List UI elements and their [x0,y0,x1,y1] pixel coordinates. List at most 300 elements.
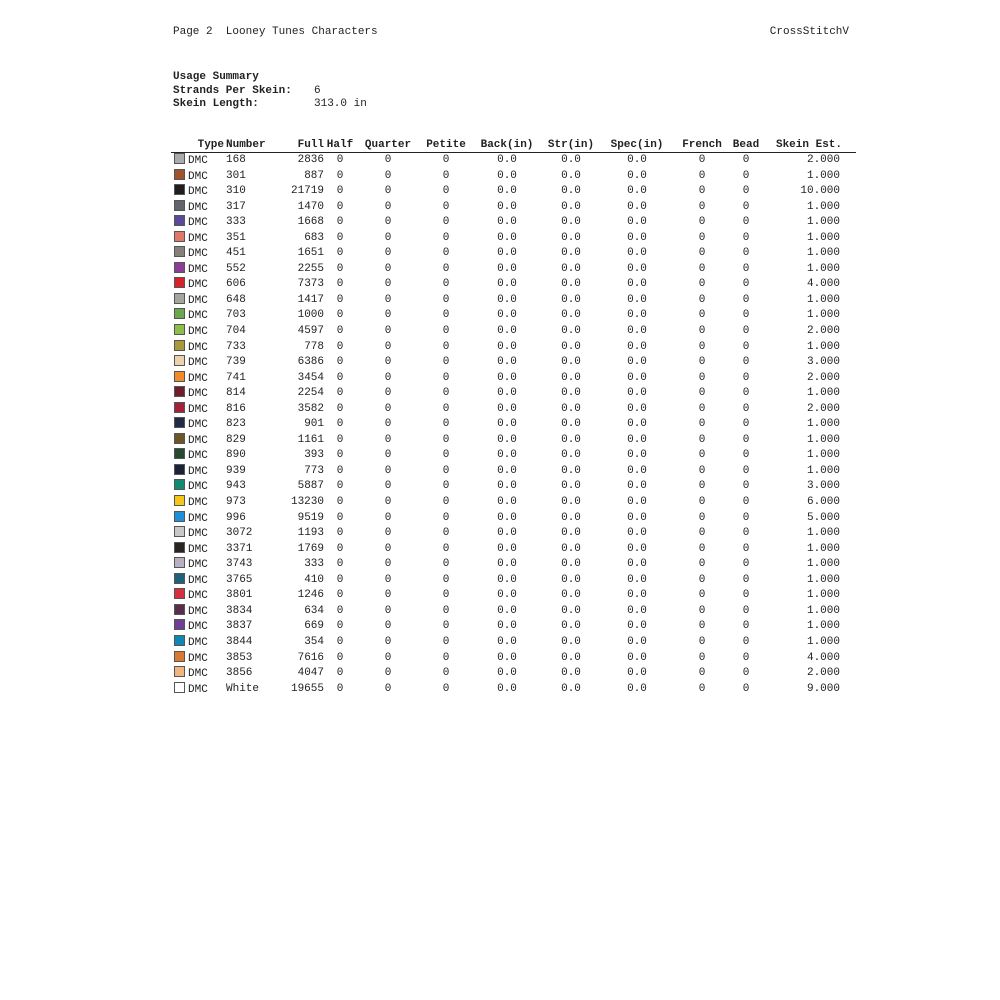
skein-estimate: 4.000 [806,278,840,291]
str-length: 0.0 [561,387,581,400]
quarter-count: 0 [384,402,392,415]
thread-type: DMC [188,170,208,183]
color-swatch [174,246,185,257]
half-count: 0 [336,573,344,586]
petite-count: 0 [442,635,450,648]
skein-estimate: 1.000 [806,573,840,586]
full-count: 1668 [297,216,324,229]
petite-count: 0 [442,293,450,306]
french-count: 0 [698,620,706,633]
half-count: 0 [336,387,344,400]
petite-count: 0 [442,231,450,244]
col-header-spec: Spec(in) [600,139,674,153]
color-swatch [174,262,185,273]
spec-length: 0.0 [627,527,647,540]
bead-count: 0 [742,418,750,431]
table-row [171,651,856,667]
skein-estimate: 1.000 [806,542,840,555]
skein-estimate: 1.000 [806,620,840,633]
spec-length: 0.0 [627,371,647,384]
french-count: 0 [698,169,706,182]
thread-type-cell [171,479,224,495]
str-length: 0.0 [561,309,581,322]
spec-length: 0.0 [627,402,647,415]
quarter-count: 0 [384,558,392,571]
bead-count: 0 [742,200,750,213]
french-count: 0 [698,682,706,695]
bead-count: 0 [742,169,750,182]
bead-count: 0 [742,496,750,509]
full-count: 354 [304,635,324,648]
half-count: 0 [336,604,344,617]
bead-count: 0 [742,542,750,555]
strands-label: Strands Per Skein: [173,84,292,97]
petite-count: 0 [442,371,450,384]
full-count: 19655 [290,682,324,695]
col-header-back: Back(in) [472,139,542,153]
table-row [171,448,856,464]
col-header-bead: Bead [730,139,762,153]
back-length: 0.0 [497,573,517,586]
french-count: 0 [698,293,706,306]
full-count: 2255 [297,262,324,275]
french-count: 0 [698,496,706,509]
thread-type-cell [171,573,224,589]
str-length: 0.0 [561,356,581,369]
half-count: 0 [336,340,344,353]
french-count: 0 [698,402,706,415]
table-row [171,588,856,604]
back-length: 0.0 [497,309,517,322]
str-length: 0.0 [561,402,581,415]
thread-type-cell [171,619,224,635]
skein-estimate: 2.000 [806,667,840,680]
half-count: 0 [336,620,344,633]
thread-type-cell [171,495,224,511]
thread-type: DMC [188,512,208,525]
petite-count: 0 [442,247,450,260]
thread-number: 3856 [226,667,253,680]
table-row [171,542,856,558]
color-swatch [174,153,185,164]
thread-type: DMC [188,388,208,401]
full-count: 21719 [290,185,324,198]
thread-type-cell [171,666,224,682]
full-count: 634 [304,604,324,617]
spec-length: 0.0 [627,682,647,695]
petite-count: 0 [442,356,450,369]
back-length: 0.0 [497,200,517,213]
quarter-count: 0 [384,169,392,182]
table-row [171,184,856,200]
thread-number: 973 [226,496,246,509]
skein-estimate: 1.000 [806,418,840,431]
bead-count: 0 [742,511,750,524]
french-count: 0 [698,325,706,338]
half-count: 0 [336,293,344,306]
full-count: 13230 [290,496,324,509]
color-swatch [174,682,185,693]
table-row [171,386,856,402]
quarter-count: 0 [384,542,392,555]
petite-count: 0 [442,387,450,400]
petite-count: 0 [442,496,450,509]
french-count: 0 [698,262,706,275]
half-count: 0 [336,169,344,182]
skein-estimate: 1.000 [806,387,840,400]
bead-count: 0 [742,371,750,384]
quarter-count: 0 [384,682,392,695]
skein-estimate: 1.000 [806,433,840,446]
color-swatch [174,293,185,304]
table-row [171,464,856,480]
back-length: 0.0 [497,449,517,462]
thread-type-cell [171,464,224,480]
table-row [171,682,856,698]
spec-length: 0.0 [627,231,647,244]
bead-count: 0 [742,247,750,260]
half-count: 0 [336,309,344,322]
half-count: 0 [336,464,344,477]
half-count: 0 [336,511,344,524]
thread-number: 703 [226,309,246,322]
skein-estimate: 1.000 [806,604,840,617]
spec-length: 0.0 [627,418,647,431]
skein-estimate: 3.000 [806,356,840,369]
petite-count: 0 [442,527,450,540]
back-length: 0.0 [497,387,517,400]
thread-type: DMC [188,497,208,510]
half-count: 0 [336,527,344,540]
col-header-petite: Petite [420,139,472,153]
petite-count: 0 [442,464,450,477]
bead-count: 0 [742,573,750,586]
table-row [171,417,856,433]
skein-estimate: 1.000 [806,309,840,322]
full-count: 778 [304,340,324,353]
bead-count: 0 [742,604,750,617]
color-swatch [174,371,185,382]
table-row [171,262,856,278]
color-swatch [174,324,185,335]
back-length: 0.0 [497,527,517,540]
spec-length: 0.0 [627,620,647,633]
petite-count: 0 [442,216,450,229]
color-swatch [174,169,185,180]
thread-type: DMC [188,590,208,603]
thread-type-cell [171,308,224,324]
petite-count: 0 [442,573,450,586]
petite-count: 0 [442,325,450,338]
usage-summary [173,71,367,112]
color-swatch [174,340,185,351]
spec-length: 0.0 [627,154,647,166]
full-count: 7616 [297,651,324,664]
bead-count: 0 [742,667,750,680]
thread-number: 3072 [226,527,253,540]
str-length: 0.0 [561,262,581,275]
half-count: 0 [336,418,344,431]
str-length: 0.0 [561,635,581,648]
bead-count: 0 [742,340,750,353]
bead-count: 0 [742,231,750,244]
thread-number: 168 [226,154,246,166]
bead-count: 0 [742,185,750,198]
back-length: 0.0 [497,620,517,633]
col-header-quarter: Quarter [356,139,420,153]
table-row [171,324,856,340]
back-length: 0.0 [497,247,517,260]
app-name: CrossStitchV [769,26,849,38]
table-row [171,635,856,651]
half-count: 0 [336,589,344,602]
petite-count: 0 [442,200,450,213]
strands-row [173,84,321,99]
skein-estimate: 1.000 [806,293,840,306]
skein-estimate: 1.000 [806,589,840,602]
bead-count: 0 [742,682,750,695]
half-count: 0 [336,635,344,648]
usage-table [171,139,856,697]
half-count: 0 [336,325,344,338]
thread-type-cell [171,169,224,185]
str-length: 0.0 [561,511,581,524]
back-length: 0.0 [497,635,517,648]
thread-type-cell [171,184,224,200]
half-count: 0 [336,185,344,198]
quarter-count: 0 [384,449,392,462]
str-length: 0.0 [561,527,581,540]
petite-count: 0 [442,620,450,633]
color-swatch [174,511,185,522]
half-count: 0 [336,200,344,213]
petite-count: 0 [442,433,450,446]
table-row [171,355,856,371]
half-count: 0 [336,667,344,680]
quarter-count: 0 [384,480,392,493]
spec-length: 0.0 [627,185,647,198]
back-length: 0.0 [497,682,517,695]
thread-type: DMC [188,621,208,634]
thread-type-cell [171,371,224,387]
half-count: 0 [336,278,344,291]
bead-count: 0 [742,278,750,291]
thread-number: 996 [226,511,246,524]
quarter-count: 0 [384,247,392,260]
full-count: 3582 [297,402,324,415]
french-count: 0 [698,185,706,198]
bead-count: 0 [742,433,750,446]
thread-type-cell [171,231,224,247]
color-swatch [174,635,185,646]
str-length: 0.0 [561,496,581,509]
thread-number: 3743 [226,558,253,571]
full-count: 3454 [297,371,324,384]
thread-number: 939 [226,464,246,477]
str-length: 0.0 [561,185,581,198]
french-count: 0 [698,371,706,384]
skein-estimate: 1.000 [806,340,840,353]
thread-number: 648 [226,293,246,306]
french-count: 0 [698,231,706,244]
bead-count: 0 [742,635,750,648]
str-length: 0.0 [561,449,581,462]
spec-length: 0.0 [627,496,647,509]
skein-length-label: Skein Length: [173,98,259,110]
petite-count: 0 [442,278,450,291]
half-count: 0 [336,371,344,384]
full-count: 1193 [297,527,324,540]
full-count: 1470 [297,200,324,213]
quarter-count: 0 [384,154,392,166]
thread-number: 451 [226,247,246,260]
quarter-count: 0 [384,387,392,400]
french-count: 0 [698,558,706,571]
spec-length: 0.0 [627,511,647,524]
petite-count: 0 [442,309,450,322]
str-length: 0.0 [561,216,581,229]
full-count: 1161 [297,433,324,446]
back-length: 0.0 [497,589,517,602]
french-count: 0 [698,247,706,260]
thread-type-cell [171,511,224,527]
back-length: 0.0 [497,418,517,431]
thread-type-cell [171,200,224,216]
bead-count: 0 [742,325,750,338]
thread-type-cell [171,651,224,667]
full-count: 4047 [297,667,324,680]
color-swatch [174,355,185,366]
full-count: 5887 [297,480,324,493]
spec-length: 0.0 [627,449,647,462]
thread-type-cell [171,355,224,371]
table-row [171,495,856,511]
thread-type-cell [171,246,224,262]
spec-length: 0.0 [627,309,647,322]
thread-number: 317 [226,200,246,213]
quarter-count: 0 [384,604,392,617]
full-count: 887 [304,169,324,182]
skein-estimate: 2.000 [806,154,840,166]
thread-type-cell [171,526,224,542]
back-length: 0.0 [497,231,517,244]
thread-number: 816 [226,402,246,415]
thread-type: DMC [188,326,208,339]
bead-count: 0 [742,293,750,306]
thread-type-cell [171,588,224,604]
bead-count: 0 [742,558,750,571]
full-count: 9519 [297,511,324,524]
back-length: 0.0 [497,667,517,680]
thread-number: 552 [226,262,246,275]
table-row [171,557,856,573]
table-row [171,479,856,495]
thread-type: DMC [188,155,208,167]
skein-estimate: 1.000 [806,635,840,648]
full-count: 1000 [297,309,324,322]
skein-estimate: 1.000 [806,200,840,213]
thread-type: DMC [188,201,208,214]
quarter-count: 0 [384,262,392,275]
color-swatch [174,277,185,288]
thread-number: 3844 [226,635,253,648]
half-count: 0 [336,154,344,166]
french-count: 0 [698,635,706,648]
thread-type: DMC [188,232,208,245]
full-count: 6386 [297,356,324,369]
table-row [171,604,856,620]
back-length: 0.0 [497,356,517,369]
table-header-row [171,139,856,153]
spec-length: 0.0 [627,340,647,353]
petite-count: 0 [442,340,450,353]
col-header-number: Number [224,139,270,153]
bead-count: 0 [742,589,750,602]
str-length: 0.0 [561,589,581,602]
back-length: 0.0 [497,169,517,182]
color-swatch [174,464,185,475]
petite-count: 0 [442,262,450,275]
color-swatch [174,526,185,537]
table-row [171,511,856,527]
back-length: 0.0 [497,371,517,384]
thread-type: DMC [188,419,208,432]
thread-type: DMC [188,310,208,323]
str-length: 0.0 [561,371,581,384]
thread-type-cell [171,277,224,293]
back-length: 0.0 [497,402,517,415]
french-count: 0 [698,200,706,213]
quarter-count: 0 [384,278,392,291]
french-count: 0 [698,449,706,462]
str-length: 0.0 [561,169,581,182]
half-count: 0 [336,247,344,260]
thread-type-cell [171,153,224,169]
bead-count: 0 [742,309,750,322]
thread-type: DMC [188,186,208,199]
back-length: 0.0 [497,604,517,617]
french-count: 0 [698,511,706,524]
col-header-full: Full [270,139,324,153]
table-row [171,402,856,418]
petite-count: 0 [442,154,450,166]
color-swatch [174,588,185,599]
bead-count: 0 [742,651,750,664]
quarter-count: 0 [384,651,392,664]
full-count: 1246 [297,589,324,602]
back-length: 0.0 [497,433,517,446]
quarter-count: 0 [384,231,392,244]
color-swatch [174,231,185,242]
french-count: 0 [698,278,706,291]
strands-value: 6 [314,84,321,97]
color-swatch [174,666,185,677]
str-length: 0.0 [561,667,581,680]
skein-estimate: 2.000 [806,402,840,415]
thread-type: DMC [188,543,208,556]
french-count: 0 [698,589,706,602]
skein-estimate: 6.000 [806,496,840,509]
thread-type: DMC [188,683,208,696]
table-row [171,169,856,185]
thread-number: 890 [226,449,246,462]
str-length: 0.0 [561,231,581,244]
table-row [171,371,856,387]
full-count: 1651 [297,247,324,260]
thread-type: DMC [188,559,208,572]
bead-count: 0 [742,402,750,415]
french-count: 0 [698,309,706,322]
